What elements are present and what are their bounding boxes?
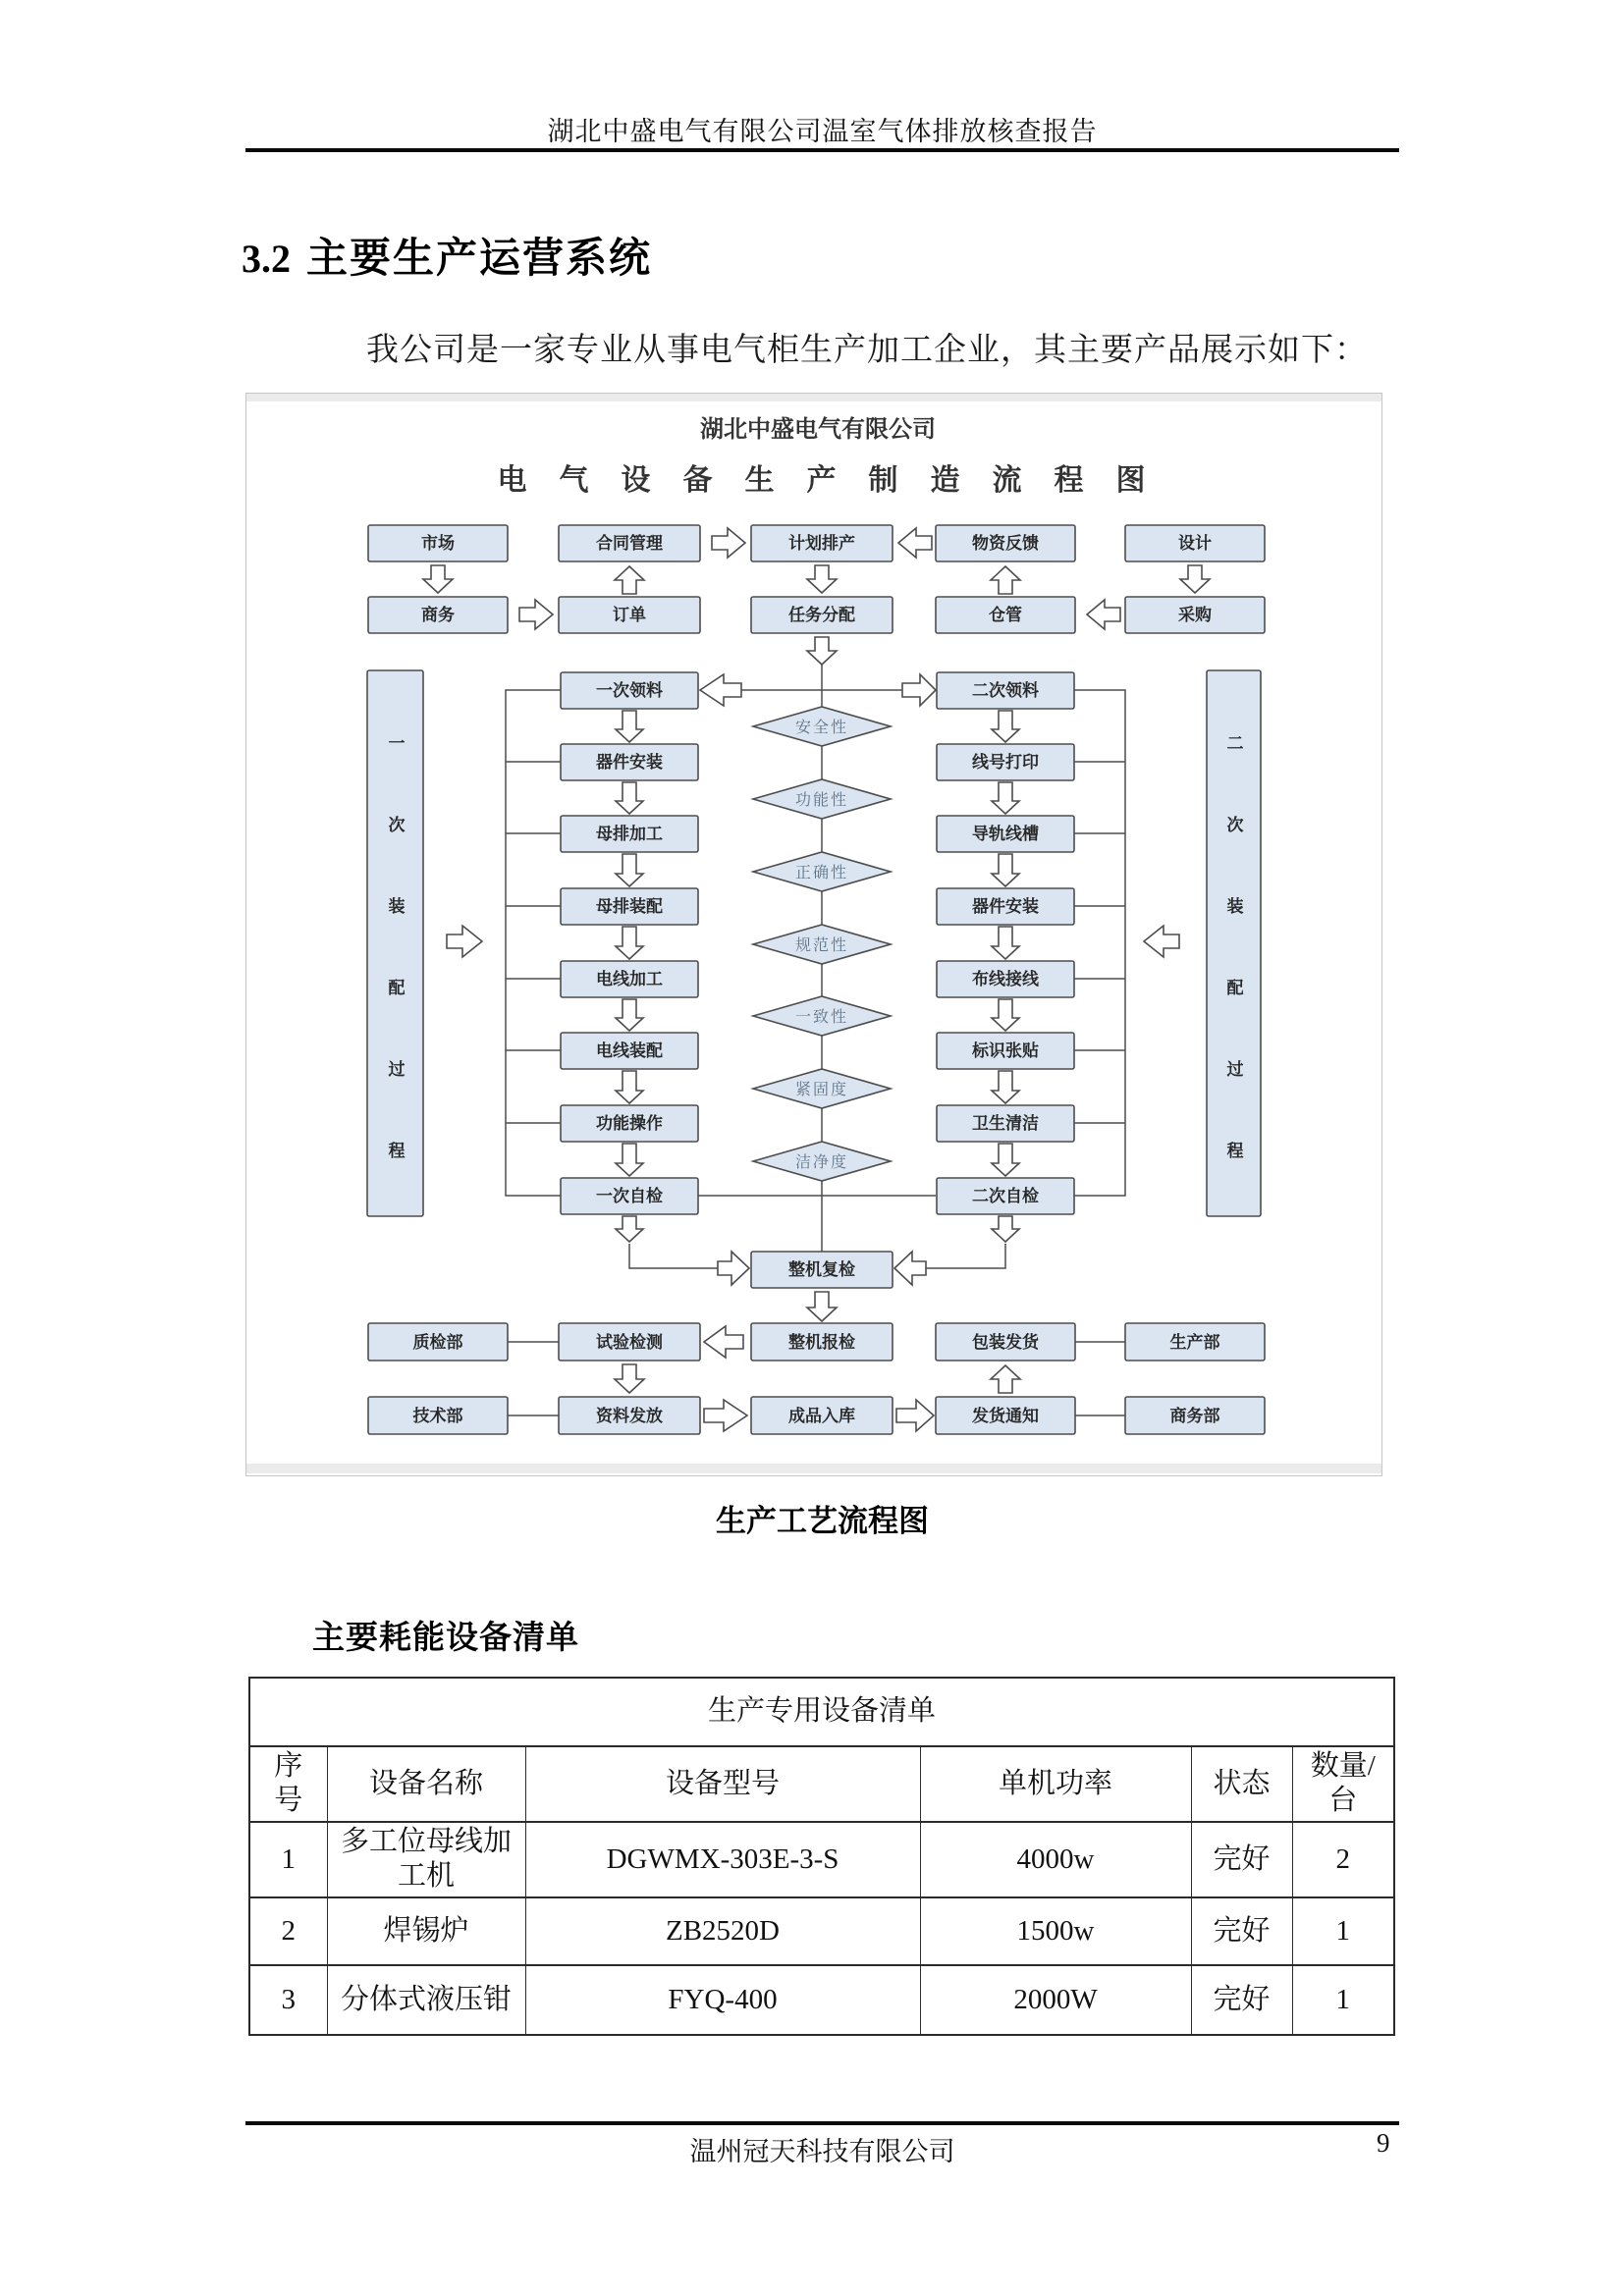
svg-text:器件安装: 器件安装	[972, 897, 1039, 916]
svg-text:正确性: 正确性	[794, 865, 849, 881]
arrow-warehouse-up	[991, 566, 1020, 594]
figure-caption: 生产工艺流程图	[716, 1504, 929, 1538]
svg-text:标识张贴: 标识张贴	[972, 1041, 1039, 1060]
node-packing-shipping	[936, 1323, 1075, 1361]
image-top-strip	[246, 394, 1381, 401]
table-header-row	[249, 1746, 1394, 1822]
page-header-title: 湖北中盛电气有限公司温室气体排放核查报告	[547, 117, 1098, 146]
arrow-contract-right	[712, 528, 745, 558]
node-wiring-connection	[937, 961, 1074, 997]
column-header: 设备型号	[525, 1746, 920, 1822]
table-title-row	[249, 1678, 1394, 1746]
svg-text:生产部: 生产部	[1169, 1333, 1220, 1352]
svg-text:试验检测: 试验检测	[596, 1333, 663, 1352]
arrow-split-left	[700, 674, 741, 706]
table-cell: FYQ-400	[525, 1965, 920, 2035]
table-cell: 完好	[1191, 1965, 1292, 2035]
svg-text:合同管理: 合同管理	[596, 534, 663, 553]
node-function-operation	[561, 1105, 698, 1142]
image-bottom-strip	[246, 1464, 1381, 1473]
table-row	[249, 1965, 1394, 2035]
arrow-right-process-left	[1144, 926, 1179, 957]
node-second-assembly-process	[1207, 670, 1261, 1223]
node-material-feedback	[936, 525, 1075, 561]
svg-text:物资反馈: 物资反馈	[972, 534, 1039, 553]
table-cell: 2	[1292, 1822, 1394, 1897]
arrow-business-right	[519, 600, 553, 629]
arrow-recheck-down	[807, 1292, 837, 1321]
table-cell: 焊锡炉	[327, 1897, 525, 1965]
svg-text:一致性: 一致性	[794, 1009, 849, 1026]
node-machine-recheck	[751, 1252, 893, 1288]
node-first-assembly-process	[367, 670, 423, 1223]
flowchart-main-title: 电气设备生产制造流程图	[497, 464, 1178, 497]
arrow-report-left	[704, 1326, 743, 1358]
node-business	[368, 597, 508, 633]
node-second-self-check	[937, 1178, 1074, 1214]
svg-text:商务部: 商务部	[1169, 1407, 1220, 1425]
table-cell: ZB2520D	[525, 1897, 920, 1965]
svg-text:母排加工: 母排加工	[596, 825, 663, 843]
node-wire-number-printing	[937, 744, 1074, 780]
node-wire-assembly	[561, 1033, 698, 1069]
node-production-dept	[1125, 1323, 1265, 1361]
svg-text:电线装配: 电线装配	[596, 1041, 663, 1060]
svg-text:洁净度: 洁净度	[794, 1154, 849, 1171]
arrow-left-process-right	[447, 926, 482, 957]
table-cell: 3	[249, 1965, 327, 2035]
svg-text:市场: 市场	[421, 534, 455, 553]
svg-text:规范性: 规范性	[794, 937, 849, 954]
equipment-list-heading: 主要耗能设备清单	[312, 1621, 579, 1656]
arrow-test-down	[615, 1364, 644, 1393]
svg-text:质检部: 质检部	[412, 1333, 463, 1352]
svg-text:采购: 采购	[1178, 606, 1212, 624]
svg-text:包装发货: 包装发货	[972, 1333, 1039, 1352]
column-header: 设备名称	[327, 1746, 525, 1822]
arrow-purchase-left	[1087, 600, 1120, 629]
table-cell: 4000w	[920, 1822, 1191, 1897]
arrow-feedback-left	[898, 528, 932, 558]
table-cell: 2	[249, 1897, 327, 1965]
node-contract-management	[559, 525, 700, 561]
node-busbar-processing	[561, 816, 698, 852]
svg-text:器件安装: 器件安装	[596, 753, 663, 772]
svg-text:资料发放: 资料发放	[596, 1407, 663, 1425]
node-production-planning	[751, 525, 893, 561]
table-row	[249, 1897, 1394, 1965]
table-cell: 完好	[1191, 1897, 1292, 1965]
svg-text:二次自检: 二次自检	[972, 1187, 1039, 1205]
svg-text:任务分配: 任务分配	[788, 606, 855, 624]
check-safety	[753, 707, 891, 746]
table-cell: 2000W	[920, 1965, 1191, 2035]
node-market	[368, 525, 508, 561]
table-cell: 完好	[1191, 1822, 1292, 1897]
arrow-design-down	[1180, 565, 1210, 593]
node-busbar-assembly	[561, 888, 698, 925]
check-standardization	[753, 925, 891, 964]
table-cell: 1500w	[920, 1897, 1191, 1965]
node-component-install-2	[937, 888, 1074, 925]
svg-text:二次装配过程: 二次装配过程	[1223, 734, 1243, 1223]
flowchart-company-title: 湖北中盛电气有限公司	[700, 416, 936, 443]
check-functionality	[753, 779, 891, 819]
node-finished-goods-storage	[751, 1397, 893, 1434]
table-row	[249, 1822, 1394, 1897]
node-rail-trunking	[937, 816, 1074, 852]
node-business-dept	[1125, 1397, 1265, 1434]
arrow-stock-right	[896, 1400, 934, 1431]
node-design	[1125, 525, 1265, 561]
production-flowchart	[245, 393, 1382, 1476]
arrow-notice-up	[991, 1365, 1020, 1393]
section-number: 3.2	[242, 237, 291, 281]
arrow-market-down	[423, 565, 453, 593]
svg-text:发货通知: 发货通知	[972, 1407, 1039, 1425]
equipment-table	[248, 1677, 1395, 2036]
column-header: 单机功率	[920, 1746, 1191, 1822]
check-consistency	[753, 996, 891, 1036]
node-first-self-check	[561, 1178, 698, 1214]
node-order	[559, 597, 700, 633]
section-title: 主要生产运营系统	[306, 237, 653, 282]
column-header: 状态	[1191, 1746, 1292, 1822]
node-shipping-notice	[936, 1397, 1075, 1434]
svg-text:整机报检: 整机报检	[788, 1333, 855, 1352]
node-purchase	[1125, 597, 1265, 633]
svg-text:功能性: 功能性	[794, 792, 849, 809]
svg-text:计划排产: 计划排产	[788, 534, 855, 553]
svg-text:订单: 订单	[613, 606, 646, 624]
node-document-release	[559, 1397, 700, 1434]
svg-text:一次自检: 一次自检	[596, 1187, 663, 1205]
arrow-to-recheck-left	[894, 1252, 926, 1285]
section-heading	[242, 226, 652, 285]
svg-text:一次装配过程: 一次装配过程	[385, 734, 405, 1223]
node-second-picking	[937, 672, 1074, 709]
column-header: 序号	[249, 1746, 327, 1822]
svg-text:二次领料: 二次领料	[972, 681, 1039, 700]
node-component-install-1	[561, 744, 698, 780]
svg-text:线号打印: 线号打印	[972, 753, 1039, 772]
svg-text:电线加工: 电线加工	[596, 970, 663, 988]
node-task-assignment	[751, 597, 893, 633]
table-cell: 1	[249, 1822, 327, 1897]
svg-text:导轨线槽: 导轨线槽	[972, 825, 1039, 843]
header-rule	[245, 148, 1399, 152]
node-machine-inspection-report	[751, 1323, 893, 1361]
footer-rule	[245, 2121, 1399, 2125]
svg-text:仓管: 仓管	[989, 606, 1022, 624]
table-title: 生产专用设备清单	[249, 1678, 1394, 1746]
arrow-task-down	[807, 637, 837, 665]
arrow-plan-down	[807, 565, 837, 593]
table-cell: 1	[1292, 1897, 1394, 1965]
svg-text:紧固度: 紧固度	[794, 1082, 849, 1098]
node-quality-dept	[368, 1323, 508, 1361]
node-label-sticking	[937, 1033, 1074, 1069]
table-cell: 多工位母线加工机	[327, 1822, 525, 1897]
svg-text:安全性: 安全性	[794, 720, 849, 736]
svg-text:成品入库: 成品入库	[788, 1407, 855, 1425]
svg-text:商务: 商务	[421, 606, 455, 624]
footer-page-number: 9	[1377, 2128, 1390, 2158]
svg-text:一次领料: 一次领料	[596, 681, 663, 700]
arrow-order-up	[615, 566, 644, 594]
node-first-picking	[561, 672, 698, 709]
table-cell: 1	[1292, 1965, 1394, 2035]
arrow-selfcheck1-down	[616, 1216, 643, 1242]
arrow-to-recheck-right	[718, 1252, 749, 1285]
arrow-selfcheck2-down	[992, 1216, 1019, 1242]
arrow-docs-right	[704, 1400, 747, 1431]
svg-text:母排装配: 母排装配	[596, 897, 663, 916]
table-cell: DGWMX-303E-3-S	[525, 1822, 920, 1897]
node-test-inspection	[559, 1323, 700, 1361]
flowchart-svg	[246, 394, 1381, 1475]
node-cleaning	[937, 1105, 1074, 1142]
node-wire-processing	[561, 961, 698, 997]
footer-company: 温州冠天科技有限公司	[689, 2137, 955, 2166]
column-header: 数量/台	[1292, 1746, 1394, 1822]
check-correctness	[753, 852, 891, 891]
svg-text:设计: 设计	[1178, 534, 1212, 553]
svg-text:布线接线: 布线接线	[972, 970, 1039, 988]
table-cell: 分体式液压钳	[327, 1965, 525, 2035]
node-warehouse	[936, 597, 1075, 633]
check-cleanliness	[753, 1142, 891, 1181]
arrow-split-right	[902, 674, 936, 706]
flow-arrows	[423, 528, 1210, 1431]
svg-text:技术部: 技术部	[412, 1407, 463, 1425]
intro-paragraph: 我公司是一家专业从事电气柜生产加工企业，其主要产品展示如下：	[366, 333, 1368, 368]
node-technical-dept	[368, 1397, 508, 1434]
svg-text:卫生清洁: 卫生清洁	[972, 1114, 1039, 1133]
svg-text:功能操作: 功能操作	[596, 1114, 663, 1133]
check-tightness	[753, 1069, 891, 1108]
svg-text:整机复检: 整机复检	[788, 1260, 855, 1279]
